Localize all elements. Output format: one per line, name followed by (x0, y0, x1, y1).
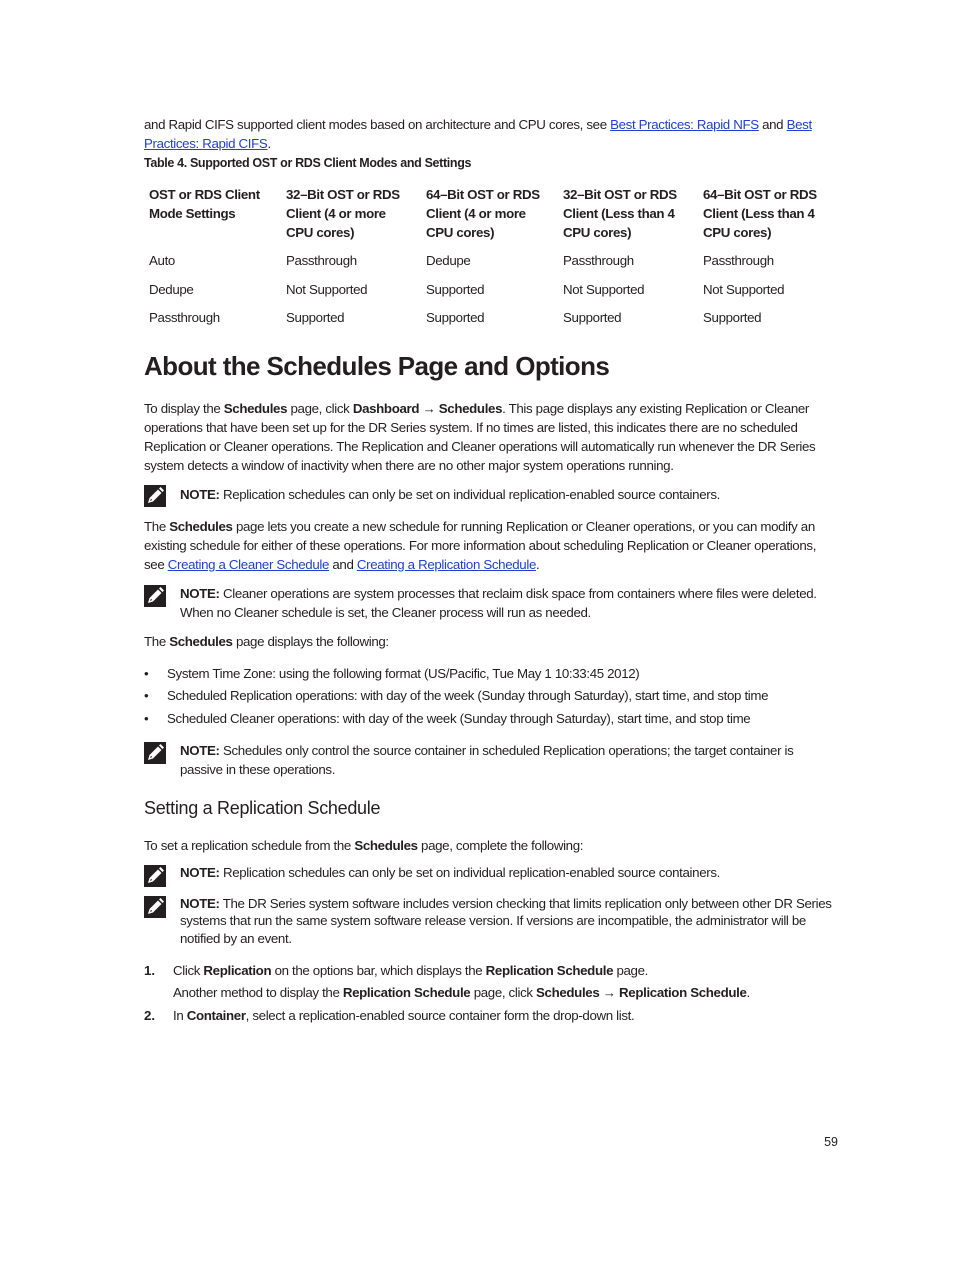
bold-schedules: Schedules (169, 519, 233, 534)
bold-schedules: Schedules (169, 634, 233, 649)
text: on the options bar, which displays the (271, 963, 486, 978)
note-label: NOTE: (180, 586, 220, 601)
bold-replication: Replication (203, 963, 272, 978)
text: page lets you create a new schedule for running Replication or Cleaner operations, or you can modify an existing schedule for either of these operations. For more information about scheduling Replication or Cleaner operations, see (144, 519, 817, 572)
bold-replication-schedule: Replication Schedule (619, 985, 747, 1000)
text: page displays the following: (232, 634, 389, 649)
link-best-practices-rapid-nfs[interactable]: Best Practices: Rapid NFS (610, 117, 759, 132)
table-caption: Table 4. Supported OST or RDS Client Modes and Settings (144, 156, 472, 170)
table-header-cell: 64–Bit OST or RDS Client (4 or more CPU cores) (426, 187, 540, 240)
document-page (144, 0, 838, 1268)
bullet-marker: • (144, 688, 149, 703)
table-cell: Not Supported (286, 281, 368, 297)
arrow: → (419, 401, 439, 416)
text: To set a replication schedule from the (144, 838, 355, 853)
text: page, complete the following: (417, 838, 584, 853)
text: , select a replication-enabled source container form the drop-down list. (245, 1008, 635, 1023)
schedules-intro-paragraph (144, 399, 838, 475)
note-text (180, 485, 838, 504)
bold-dashboard: Dashboard (352, 401, 420, 416)
table-header-cell: OST or RDS Client Mode Settings (149, 187, 260, 221)
table-cell: Not Supported (703, 281, 785, 297)
section-heading: About the Schedules Page and Options (144, 351, 610, 381)
note-label: NOTE: (180, 487, 220, 502)
table-cell: Passthrough (703, 253, 774, 268)
note-label: NOTE: (180, 896, 220, 911)
table-cell: Supported (563, 310, 622, 325)
text: Replication schedules can only be set on individual replication-enabled source containers. (219, 865, 720, 880)
table-cell: Supported (426, 281, 485, 297)
list-item: Scheduled Replication operations: with day of the week (Sunday through Saturday), start time, and stop time (167, 688, 769, 703)
table-cell: Not Supported (563, 281, 645, 297)
text: To display the (144, 401, 224, 416)
table-row (144, 308, 838, 337)
pencil-note-icon (144, 585, 166, 607)
intro-text: and Rapid CIFS supported client modes based on architecture and CPU cores, see (144, 117, 611, 132)
text: page, click (287, 401, 353, 416)
bold-replication-schedule: Replication Schedule (342, 985, 471, 1000)
text: . (746, 985, 750, 1000)
text: and (329, 557, 357, 572)
text: . This page displays any existing Replication or Cleaner operations that have been set up for the DR Series system. If no times are listed, this indicates there are no scheduled Replication or Cleaner operations. The Replication and Cleaner operations will automatically run whenever the DR Series system detects a window of inactivity when there are no other major system operations running. (144, 401, 816, 473)
intro-period: . (267, 136, 271, 151)
table-header-cell: 32–Bit OST or RDS Client (4 or more CPU cores) (286, 187, 400, 240)
table-row (144, 251, 838, 280)
note-text (180, 584, 838, 622)
table-cell: Passthrough (563, 253, 634, 268)
pencil-note-icon (144, 896, 166, 918)
table-header-cell: 32–Bit OST or RDS Client (Less than 4 CPU cores) (563, 187, 677, 240)
arrow: → (599, 985, 620, 1000)
pencil-note-icon (144, 865, 166, 887)
schedules-page-paragraph (144, 517, 838, 574)
table-cell: Supported (286, 310, 345, 325)
table-cell: Auto (149, 253, 175, 268)
note-text (180, 863, 838, 882)
bullet-marker: • (144, 711, 149, 726)
text: In (173, 1008, 187, 1023)
table-cell: Dedupe (426, 253, 471, 268)
link-creating-replication-schedule[interactable]: Creating a Replication Schedule (356, 557, 536, 572)
text: Cleaner operations are system processes that reclaim disk space from containers where files were deleted. When no Cleaner schedule is set, the Cleaner process will run as needed. (180, 586, 817, 620)
list-item: System Time Zone: using the following format (US/Pacific, Tue May 1 10:33:45 2012) (167, 666, 640, 681)
table-cell: Supported (426, 310, 485, 325)
schedules-displays-paragraph (144, 632, 838, 651)
text: Another method to display the (173, 985, 343, 1000)
table-cell: Passthrough (149, 310, 220, 325)
page-number: 59 (824, 1135, 838, 1149)
text: The (144, 519, 170, 534)
bold-schedules: Schedules (536, 985, 600, 1000)
step-text (173, 961, 838, 980)
bold-container: Container (186, 1008, 246, 1023)
note-text (180, 741, 838, 779)
text: page. (613, 963, 648, 978)
table-cell: Supported (703, 310, 762, 325)
subsection-heading: Setting a Replication Schedule (144, 798, 381, 818)
text: Click (173, 963, 204, 978)
text: The (144, 634, 170, 649)
text: The DR Series system software includes version checking that limits replication only between other DR Series systems that run the same system software release version. If versions are incompatible, the administrator will be notified by an event. (180, 896, 832, 946)
intro-paragraph (144, 115, 838, 153)
list-item: Scheduled Cleaner operations: with day of the week (Sunday through Saturday), start time, and stop time (167, 711, 751, 726)
link-best-practices-rapid-cifs[interactable]: Best Practices: Rapid CIFS (144, 117, 812, 151)
bullet-marker: • (144, 666, 149, 681)
table-header-cell: 64–Bit OST or RDS Client (Less than 4 CPU cores) (703, 187, 817, 240)
step-number: 1. (144, 963, 156, 978)
link-creating-cleaner-schedule[interactable]: Creating a Cleaner Schedule (167, 557, 330, 572)
table-row (144, 280, 838, 309)
note-label: NOTE: (180, 743, 220, 758)
table-header-row (144, 185, 838, 251)
text: Schedules only control the source container in scheduled Replication operations; the target container is passive in these operations. (180, 743, 794, 777)
intro-and: and (758, 117, 787, 132)
pencil-note-icon (144, 742, 166, 764)
replication-intro-paragraph (144, 836, 838, 855)
step-subtext (173, 983, 838, 1002)
step-number: 2. (144, 1008, 156, 1023)
table-cell: Passthrough (286, 253, 357, 268)
text: . (536, 557, 540, 572)
bold-schedules: Schedules (438, 401, 503, 416)
text: page, click (470, 985, 537, 1000)
bold-replication-schedule: Replication Schedule (485, 963, 614, 978)
bold-schedules: Schedules (223, 401, 288, 416)
note-text (180, 895, 838, 947)
client-modes-table (144, 185, 838, 337)
note-label: NOTE: (180, 865, 220, 880)
step-text (173, 1006, 838, 1025)
table-cell: Dedupe (149, 281, 194, 297)
pencil-note-icon (144, 485, 166, 507)
bold-schedules: Schedules (354, 838, 418, 853)
text: Replication schedules can only be set on individual replication-enabled source containers. (219, 487, 720, 502)
